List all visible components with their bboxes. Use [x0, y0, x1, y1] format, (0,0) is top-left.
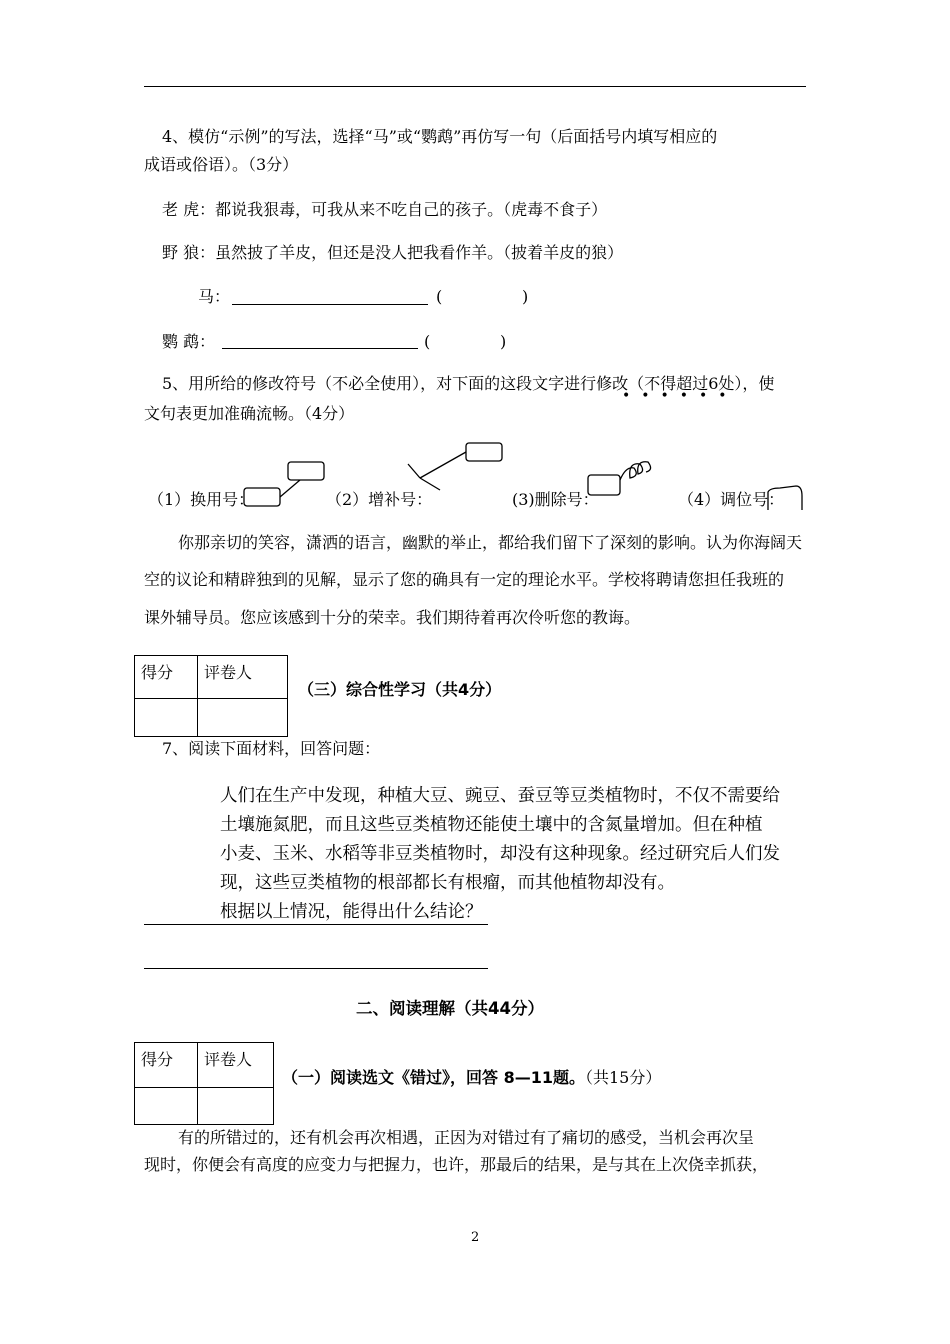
reading-section-score: （共15分）	[584, 1068, 662, 1087]
score-cell[interactable]	[135, 699, 198, 737]
page-number: 2	[471, 1230, 480, 1245]
q4-line1: 4、模仿“示例”的写法，选择“马”或“鹦鹉”再仿写一句（后面括号内填写相应的	[162, 127, 718, 146]
q7-material-line3: 小麦、玉米、水稻等非豆类植物时，却没有这种现象。经过研究后人们发	[220, 844, 780, 864]
q7-prompt: 7、阅读下面材料，回答问题：	[162, 739, 381, 758]
reading-section-title	[282, 1065, 661, 1088]
q7-answer-line2[interactable]	[144, 968, 488, 969]
q5-line1-start: 5、用所给的修改符号（不必全使用），对下面的这段文字进行修改（	[162, 374, 645, 393]
score-header: 得分	[135, 656, 198, 699]
parrot-paren-close: )	[500, 332, 507, 351]
horse-answer-blank[interactable]	[232, 304, 428, 305]
symbol-delete-label: (3)删除号：	[512, 490, 599, 509]
score-header: 得分	[135, 1043, 198, 1088]
reading-section-label: （一）阅读选文《错过》，回答 8—11题。	[282, 1068, 585, 1087]
q7-material-line4: 现，这些豆类植物的根部都长有根瘤，而其他植物却没有。	[220, 873, 675, 893]
score-table-section3	[134, 655, 288, 737]
horse-label: 马：	[198, 287, 231, 306]
revise-passage-line3: 课外辅导员。您应该感到十分的荣幸。我们期待着再次伶听您的教诲。	[144, 608, 641, 627]
emphasis-dots: ••••••	[622, 388, 738, 404]
horse-paren-open: (	[436, 287, 443, 306]
score-cell[interactable]	[135, 1088, 198, 1125]
grader-cell[interactable]	[198, 1088, 274, 1125]
score-table-reading	[134, 1042, 274, 1125]
revise-passage-line1: 你那亲切的笑容，潇洒的语言，幽默的举止，都给我们留下了深刻的影响。认为你海阔天	[178, 533, 803, 552]
horse-paren-close: )	[522, 287, 529, 306]
revise-passage-line2: 空的议论和精辟独到的见解，显示了您的确具有一定的理论水平。学校将聘请您担任我班的	[144, 570, 785, 589]
reading-line1: 有的所错过的，还有机会再次相遇，正因为对错过有了痛切的感受，当机会再次呈	[178, 1128, 755, 1147]
symbol-replace-label: （1）换用号：	[148, 490, 255, 509]
parrot-label: 鹦 鹉：	[162, 332, 216, 351]
q4-example-wolf: 野 狼：虽然披了羊皮，但还是没人把我看作羊。（披着羊皮的狼）	[162, 243, 624, 262]
grader-cell[interactable]	[198, 699, 288, 737]
q7-answer-line1[interactable]	[144, 924, 488, 925]
parrot-paren-open: (	[424, 332, 431, 351]
q5-line1-end: ），使	[734, 374, 775, 393]
part2-title: 二、阅读理解（共44分）	[356, 999, 544, 1018]
grader-header: 评卷人	[198, 656, 288, 699]
section3-title: （三）综合性学习（共4分）	[298, 680, 502, 699]
q5-emphasis: 不得超过6处	[644, 374, 735, 393]
q7-question: 根据以上情况，能得出什么结论？	[220, 902, 483, 922]
grader-header: 评卷人	[198, 1043, 274, 1088]
reading-line2: 现时，你便会有高度的应变力与把握力，也许，那最后的结果，是与其在上次侥幸抓获，	[144, 1155, 769, 1174]
symbol-insert-label: （2）增补号：	[326, 490, 433, 509]
symbol-transpose-label: （4）调位号：	[678, 490, 785, 509]
q4-example-tiger: 老 虎：都说我狠毒，可我从来不吃自己的孩子。（虎毒不食子）	[162, 200, 608, 219]
parrot-answer-blank[interactable]	[222, 348, 418, 349]
q7-material-line1: 人们在生产中发现，种植大豆、豌豆、蚕豆等豆类植物时，不仅不需要给	[220, 786, 780, 806]
q5-line2: 文句表更加准确流畅。（4分）	[144, 404, 355, 423]
q7-material-line2: 土壤施氮肥，而且这些豆类植物还能使土壤中的含氮量增加。但在种植	[220, 815, 763, 835]
q4-line2: 成语或俗语）。（3分）	[144, 155, 299, 174]
header-rule	[144, 86, 806, 87]
